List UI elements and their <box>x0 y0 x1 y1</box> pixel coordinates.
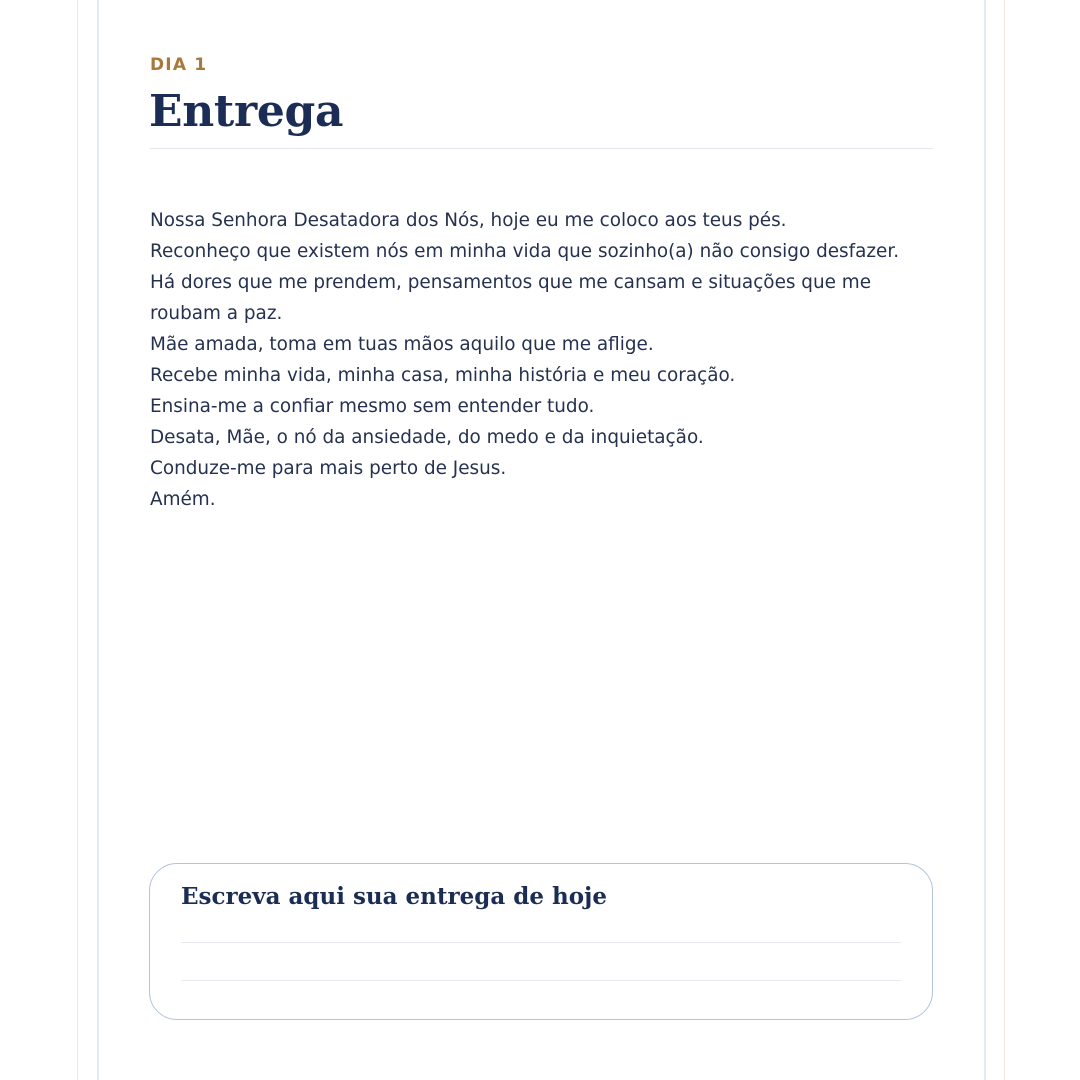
writing-line[interactable] <box>181 980 901 981</box>
prayer-text <box>150 205 940 515</box>
prayer-line: Desata, Mãe, o nó da ansiedade, do medo e da inquietação. <box>150 427 704 448</box>
prayer-line: Amém. <box>150 489 216 510</box>
journal-entry-title: Escreva aqui sua entrega de hoje <box>181 883 608 910</box>
prayer-line: Reconheço que existem nós em minha vida que sozinho(a) não consigo desfazer. <box>150 241 900 262</box>
prayer-line: Nossa Senhora Desatadora dos Nós, hoje eu me coloco aos teus pés. <box>150 210 787 231</box>
prayer-line: Ensina-me a confiar mesmo sem entender tudo. <box>150 396 595 417</box>
prayer-line: Mãe amada, toma em tuas mãos aquilo que me aflige. <box>150 334 654 355</box>
prayer-line: Conduze-me para mais perto de Jesus. <box>150 458 507 479</box>
page-title: Entrega <box>149 86 344 137</box>
journal-entry-box[interactable] <box>149 863 933 1020</box>
writing-line[interactable] <box>181 942 901 943</box>
prayer-line: Há dores que me prendem, pensamentos que me cansam e situações que me roubam a paz. <box>150 272 872 324</box>
day-label: DIA 1 <box>150 55 208 75</box>
prayer-line: Recebe minha vida, minha casa, minha história e meu coração. <box>150 365 736 386</box>
title-divider <box>150 148 933 149</box>
